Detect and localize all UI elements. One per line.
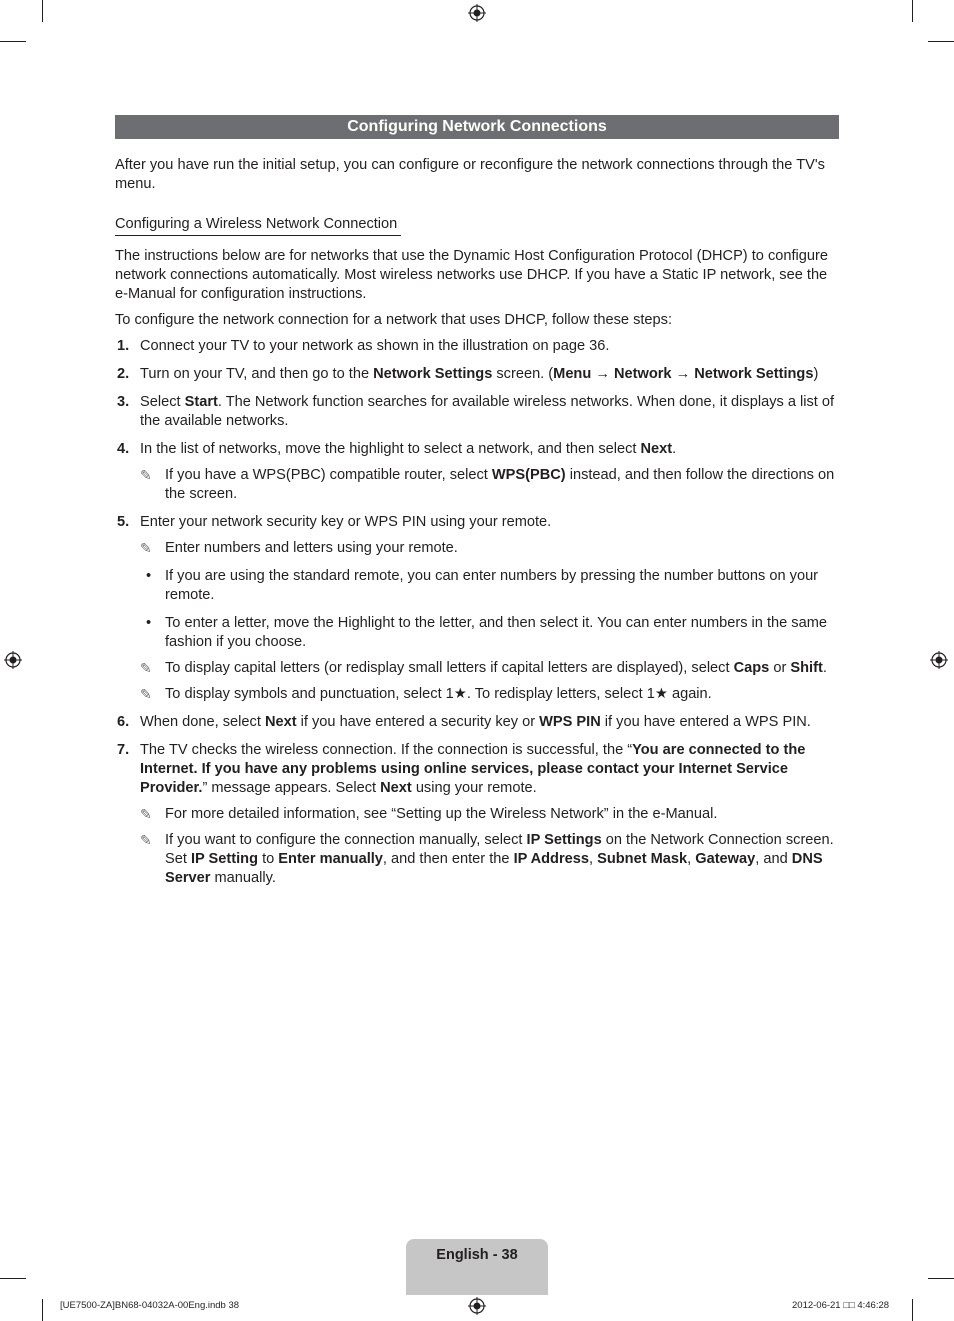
- menu-term: Caps: [733, 660, 770, 676]
- pencil-icon: ✎: [140, 686, 152, 702]
- menu-term: WPS PIN: [539, 714, 601, 730]
- note: [140, 466, 843, 504]
- step-text: using your remote.: [411, 780, 537, 796]
- note-text: , and: [755, 851, 792, 867]
- file-slug: [UE7500-ZA]BN68-04032A-00Eng.indb 38: [60, 1300, 240, 1311]
- registration-mark-icon: [468, 1297, 486, 1315]
- note-text: instead, and then follow the directions on the screen.: [165, 467, 835, 502]
- paragraph: The instructions below are for networks that use the Dynamic Host Configuration Protocol (DHCP) to configure network connections automatically. Most wireless networks use DHCP. If you have a Static IP network, see the e-Manual for configuration instructions.: [115, 248, 828, 302]
- step-number: 1.: [117, 338, 130, 354]
- bullet-text: If you are using the standard remote, you can enter numbers by pressing the number buttons on your remote.: [165, 568, 819, 603]
- note-text: or: [769, 660, 791, 676]
- page-content: [115, 156, 843, 897]
- menu-term: Next: [264, 714, 297, 730]
- step-number: 2.: [117, 366, 130, 382]
- note-text: To display symbols and punctuation, select 1: [165, 686, 454, 702]
- step-number: 7.: [117, 742, 130, 758]
- step-text: Connect your TV to your network as shown in the illustration on page 36.: [140, 338, 610, 354]
- note-text: If you want to configure the connection manually, select: [165, 832, 527, 848]
- registration-mark-icon: [468, 4, 486, 22]
- step-text: ): [813, 366, 819, 382]
- note-text: If you have a WPS(PBC) compatible router, select: [165, 467, 492, 483]
- message-text: You are connected to the Internet. If you have any problems using online services, please contact your Internet Service Provider.: [140, 742, 806, 796]
- note-text: . To redisplay letters, select 1: [466, 686, 655, 702]
- menu-term: Next: [380, 780, 412, 796]
- bullet-item: [115, 567, 843, 605]
- step-2: [115, 365, 843, 384]
- note: [140, 805, 843, 824]
- menu-term: Menu: [553, 366, 592, 382]
- step-text: Select: [140, 394, 185, 410]
- note-text: manually.: [210, 870, 276, 886]
- menu-term: WPS(PBC): [491, 467, 566, 483]
- menu-term: Enter manually: [278, 851, 383, 867]
- menu-term: Network: [613, 366, 672, 382]
- paragraph: To configure the network connection for a network that uses DHCP, follow these steps:: [115, 312, 673, 328]
- step-3: [115, 393, 843, 431]
- step-text: ” message appears. Select: [202, 780, 381, 796]
- menu-term: Shift: [790, 660, 823, 676]
- menu-term: IP Address: [513, 851, 589, 867]
- subheading: Configuring a Wireless Network Connection: [115, 215, 401, 236]
- note-text: ,: [687, 851, 696, 867]
- step-number: 5.: [117, 514, 130, 530]
- step-text: screen. (: [492, 366, 554, 382]
- pencil-icon: ✎: [140, 467, 152, 483]
- menu-term: IP Settings: [526, 832, 602, 848]
- pencil-icon: ✎: [140, 540, 152, 556]
- note-text: .: [822, 660, 827, 676]
- step-text: Turn on your TV, and then go to the: [140, 366, 374, 382]
- arrow: →: [671, 366, 695, 382]
- menu-term: IP Setting: [190, 851, 259, 867]
- note-text: , and then enter the: [382, 851, 514, 867]
- step-text: When done, select: [140, 714, 265, 730]
- menu-term: Subnet Mask: [597, 851, 688, 867]
- pencil-icon: ✎: [140, 660, 152, 676]
- section-title: Configuring Network Connections: [115, 115, 839, 139]
- star-icon: ★: [654, 686, 668, 702]
- menu-term: Network Settings: [373, 366, 493, 382]
- registration-mark-icon: [4, 651, 22, 669]
- step-number: 6.: [117, 714, 130, 730]
- intro-paragraph: After you have run the initial setup, you can configure or reconfigure the network connections through the TV's menu.: [115, 157, 825, 192]
- bullet-dot-icon: •: [146, 615, 152, 631]
- step-6: [115, 713, 843, 732]
- note: [140, 685, 843, 704]
- menu-term: DNS Server: [165, 851, 823, 886]
- menu-term: Gateway: [695, 851, 756, 867]
- star-icon: ★: [453, 686, 467, 702]
- date-slug: 2012-06-21 □□ 4:46:28: [792, 1300, 890, 1311]
- step-text: if you have entered a WPS PIN.: [600, 714, 811, 730]
- menu-term: Next: [640, 441, 673, 457]
- menu-term: Start: [184, 394, 218, 410]
- step-text: . The Network function searches for available wireless networks. When done, it displays a list of the available networks.: [140, 394, 835, 429]
- pencil-icon: ✎: [140, 806, 152, 822]
- menu-term: Network Settings: [694, 366, 814, 382]
- note: [140, 659, 843, 678]
- note-text: Enter numbers and letters using your remote.: [165, 540, 458, 556]
- step-text: In the list of networks, move the highlight to select a network, and then select: [140, 441, 641, 457]
- step-4: [115, 440, 843, 504]
- registration-mark-icon: [930, 651, 948, 669]
- note-text: again.: [667, 686, 712, 702]
- note: [140, 539, 843, 558]
- step-text: Enter your network security key or WPS PIN using your remote.: [140, 514, 552, 530]
- bullet-text: To enter a letter, move the Highlight to the letter, and then select it. You can enter numbers in the same fashion if you choose.: [165, 615, 827, 650]
- pencil-icon: ✎: [140, 832, 152, 848]
- step-number: 3.: [117, 394, 130, 410]
- arrow: →: [591, 366, 614, 382]
- note: [140, 831, 843, 888]
- bullet-item: [115, 614, 843, 652]
- note-text: on the Network Connection screen. Set: [165, 832, 834, 867]
- note-text: to: [258, 851, 279, 867]
- step-1: [115, 337, 843, 356]
- step-text: .: [672, 441, 677, 457]
- step-text: The TV checks the wireless connection. If the connection is successful, the “: [140, 742, 633, 758]
- step-5: [115, 513, 843, 704]
- note-text: For more detailed information, see “Setting up the Wireless Network” in the e-Manual.: [165, 806, 718, 822]
- note-text: ,: [589, 851, 598, 867]
- note-text: To display capital letters (or redisplay small letters if capital letters are displayed), select: [165, 660, 734, 676]
- step-7: [115, 741, 843, 888]
- bullet-dot-icon: •: [146, 568, 152, 584]
- step-text: if you have entered a security key or: [296, 714, 540, 730]
- page-number-tab: English - 38: [406, 1239, 548, 1295]
- step-number: 4.: [117, 441, 130, 457]
